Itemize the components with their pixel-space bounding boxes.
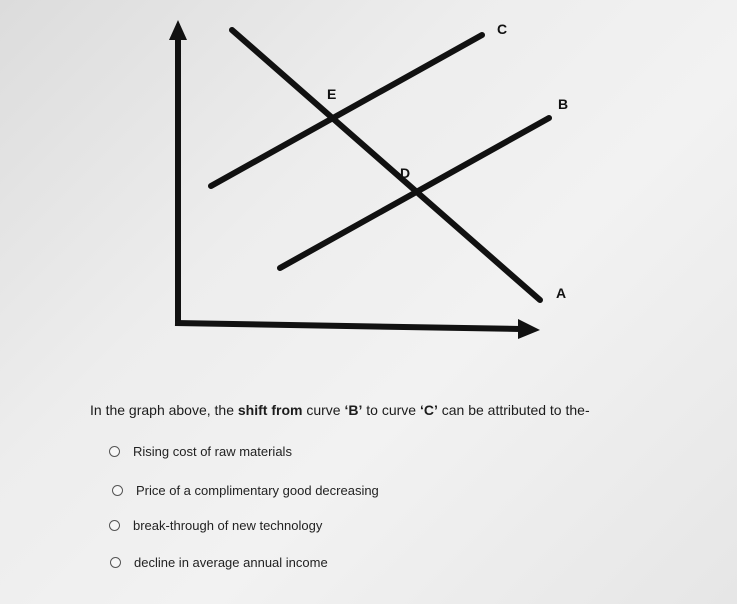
answer-option[interactable] bbox=[109, 444, 292, 459]
radio-button[interactable] bbox=[109, 520, 120, 531]
question-text bbox=[90, 402, 730, 418]
question-part: to curve bbox=[362, 402, 420, 418]
x-axis-arrow bbox=[518, 319, 540, 339]
curve-b bbox=[280, 118, 549, 268]
answer-option[interactable] bbox=[110, 555, 328, 570]
x-axis bbox=[175, 323, 520, 329]
label-a: A bbox=[556, 285, 567, 301]
radio-button[interactable] bbox=[110, 557, 121, 568]
radio-button[interactable] bbox=[112, 485, 123, 496]
answer-option-label: Price of a complimentary good decreasing bbox=[136, 483, 379, 498]
label-e: E bbox=[327, 86, 337, 102]
answer-option-label: Rising cost of raw materials bbox=[133, 444, 292, 459]
curve-a bbox=[232, 30, 540, 300]
answer-option[interactable] bbox=[109, 518, 322, 533]
label-c: C bbox=[497, 21, 508, 37]
question-bold: shift from bbox=[237, 402, 303, 418]
question-bold: ‘B’ bbox=[344, 402, 363, 418]
label-b: B bbox=[558, 96, 569, 112]
y-axis-arrow bbox=[169, 20, 187, 40]
question-part: can be attributed to the- bbox=[437, 402, 590, 418]
curve-c bbox=[211, 35, 482, 186]
radio-button[interactable] bbox=[109, 446, 120, 457]
question-part: curve bbox=[302, 402, 345, 418]
answer-option[interactable] bbox=[112, 483, 379, 498]
question-part: In the graph above, the bbox=[90, 402, 238, 418]
answer-option-label: decline in average annual income bbox=[134, 555, 328, 570]
label-d: D bbox=[400, 165, 411, 181]
question-bold: ‘C’ bbox=[419, 402, 438, 418]
answer-option-label: break-through of new technology bbox=[133, 518, 323, 533]
